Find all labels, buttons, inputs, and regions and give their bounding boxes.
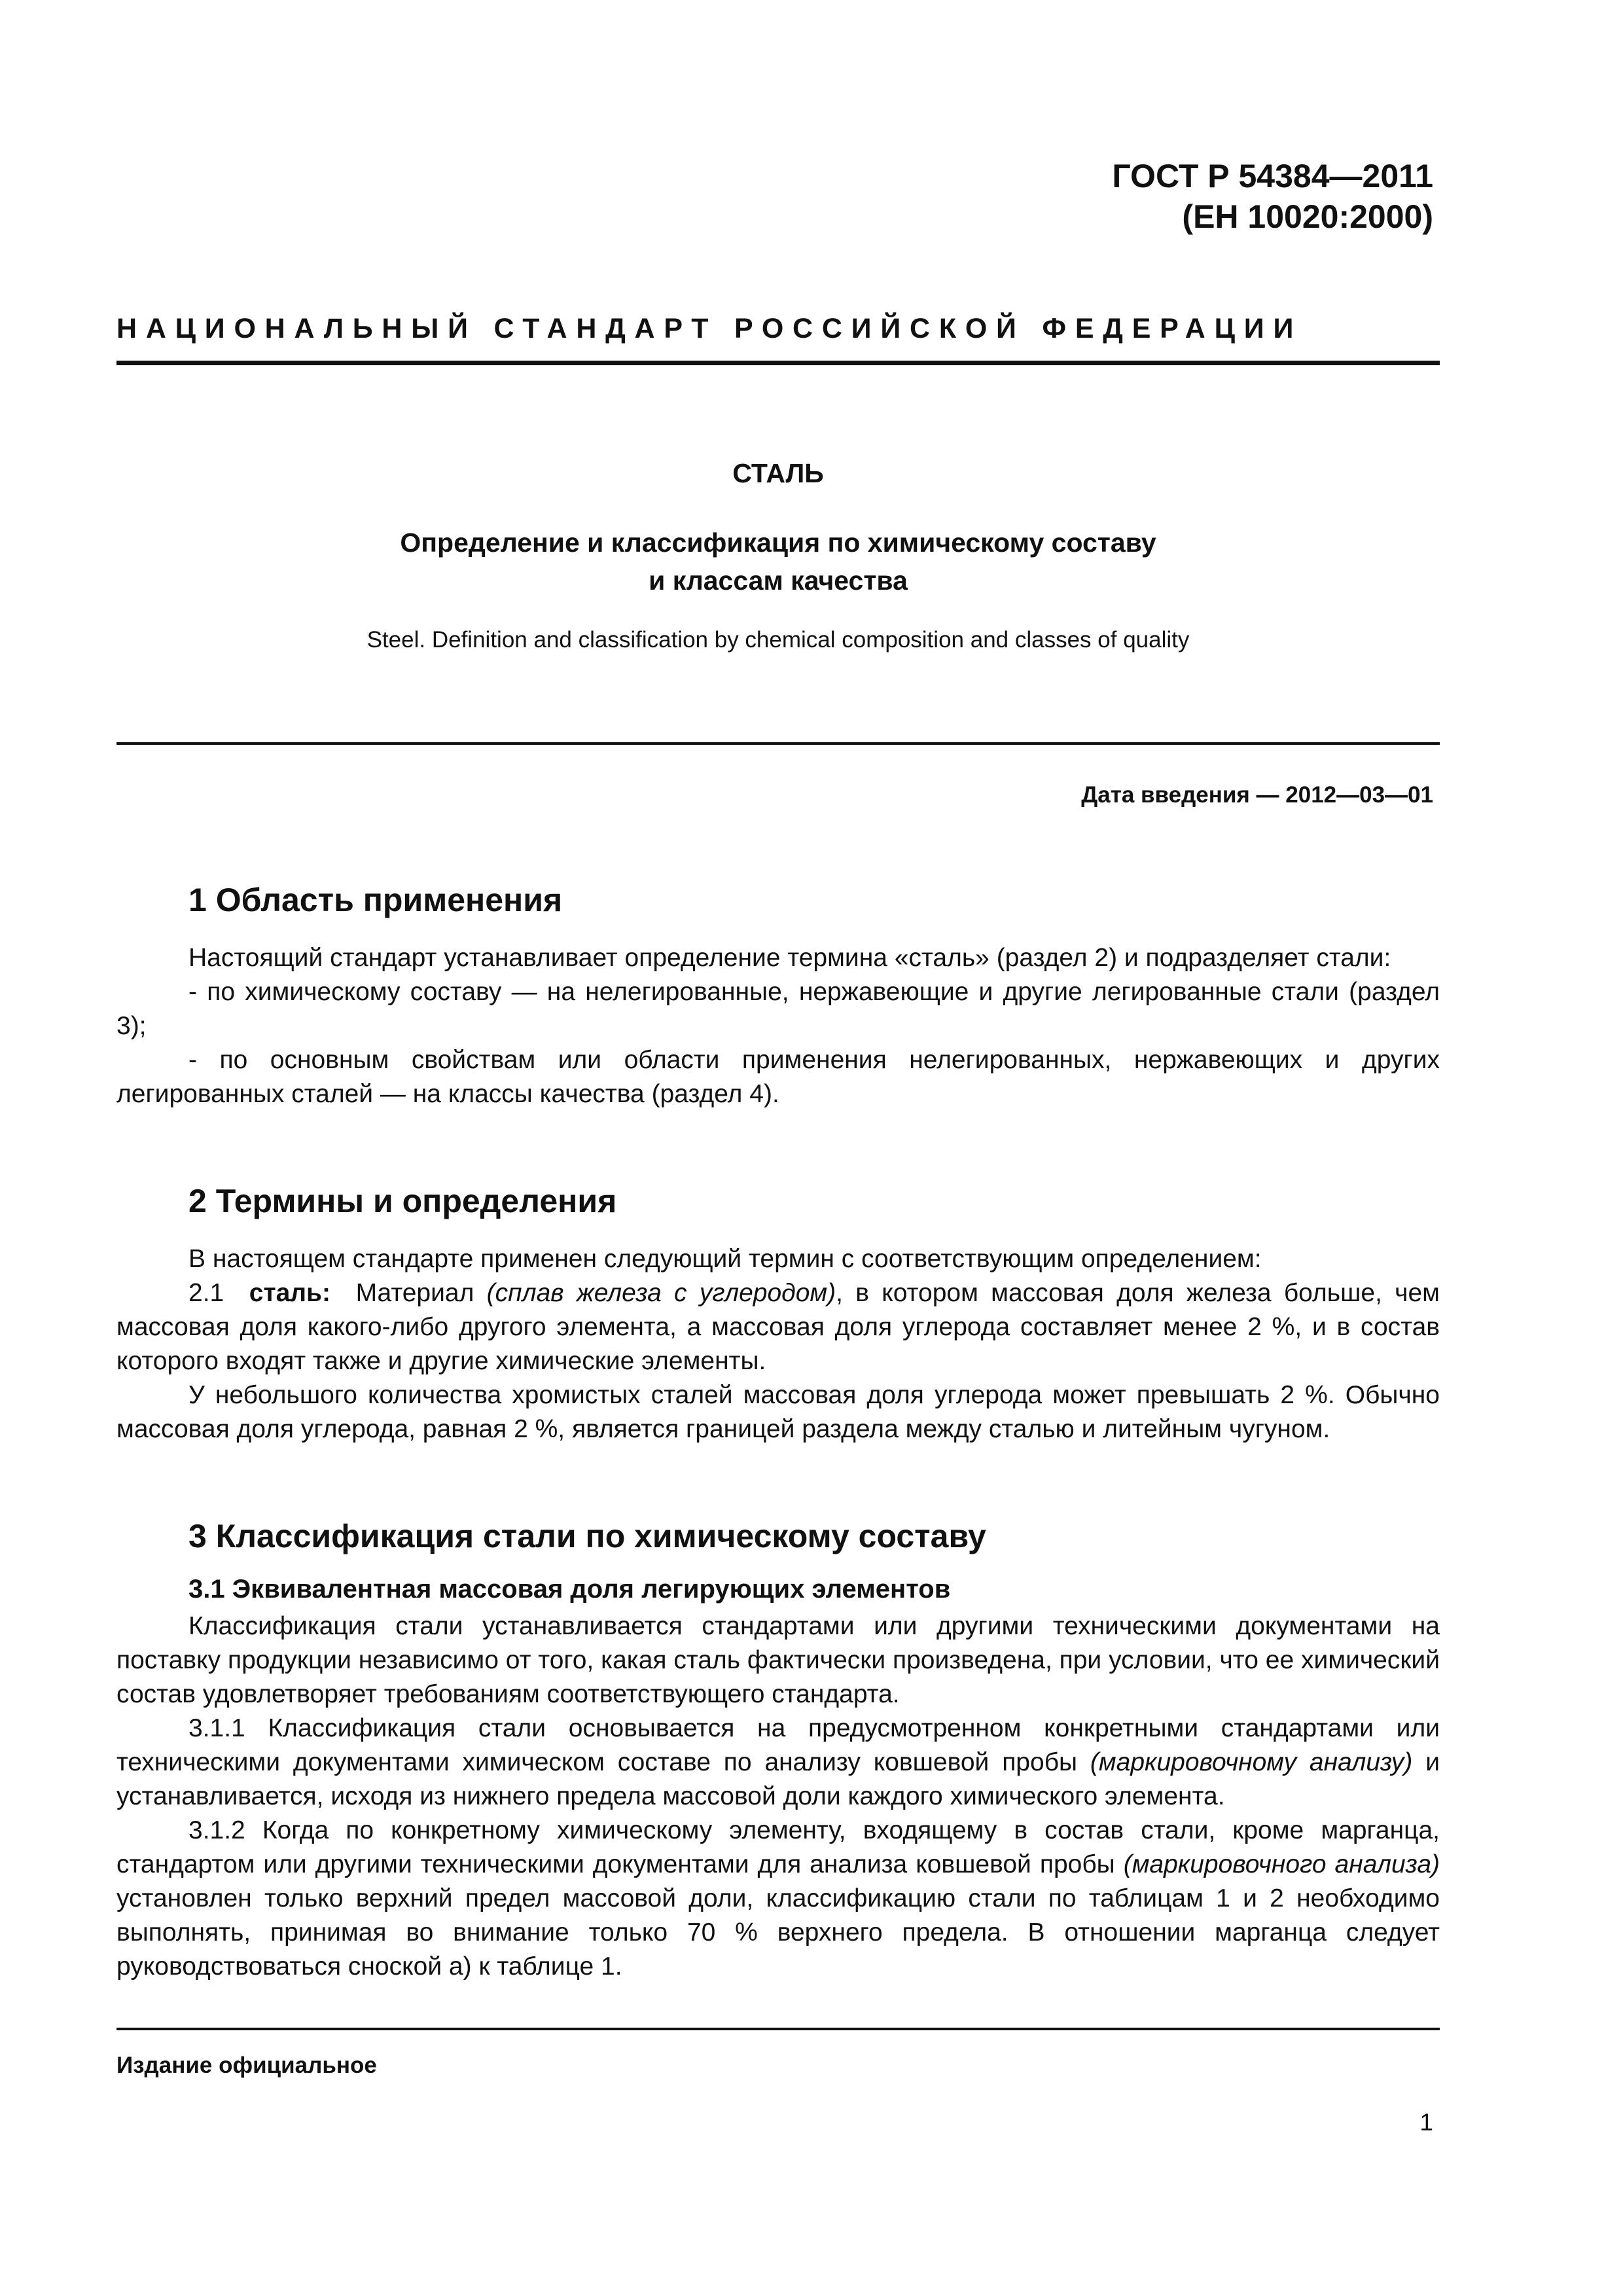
section-1-item-chemical: - по химическому составу — на нелегированные, нержавеющие и другие легированные стали (раздел 3); bbox=[116, 978, 1440, 1040]
introduction-date: Дата введения — 2012—03—01 bbox=[1081, 782, 1433, 808]
clause-3-1-2-start: 3.1.2 Когда по конкретному химическому элементу, входящему в состав стали, кроме марганца, стандартом или другими техническими документами для анализа ковшевой пробы bbox=[116, 1816, 1440, 1878]
subtitle-line2: и классам качества bbox=[649, 565, 908, 596]
definition-text-start: Материал bbox=[355, 1279, 474, 1307]
clause-3-1-2 bbox=[116, 1814, 1440, 1984]
clause-3-1-2-italic: (маркировочного анализа) bbox=[1123, 1850, 1440, 1878]
subtitle-line1: Определение и классификация по химическому составу bbox=[400, 528, 1156, 558]
section-2-intro: В настоящем стандарте применен следующий термин с соответствующим определением: bbox=[188, 1245, 1262, 1273]
section-2-heading: 2 Термины и определения bbox=[188, 1183, 617, 1219]
page-number: 1 bbox=[1419, 2109, 1433, 2136]
definition-text-end: , в котором массовая доля железа больше, чем массовая доля какого-либо другого элемента, а массовая доля углерода составляет менее 2 %, и в состав которого входят также и другие химические элементы. bbox=[116, 1279, 1440, 1375]
clause-3-1-2-end: установлен только верхний предел массовой доли, классификацию стали по таблицам 1 и 2 необходимо выполнять, принимая во внимание только 70 % верхнего предела. В отношении марганца следует руководствоваться сноской а) к таблице 1. bbox=[116, 1884, 1440, 1981]
section-3 bbox=[116, 1517, 1440, 1984]
section-1 bbox=[116, 881, 1440, 1111]
clause-3-1-1-italic: (маркировочному анализу) bbox=[1090, 1748, 1413, 1776]
official-edition-label: Издание официальное bbox=[116, 2053, 377, 2078]
section-2 bbox=[116, 1182, 1440, 1446]
title-rule bbox=[116, 742, 1440, 745]
header-rule bbox=[116, 361, 1440, 365]
clause-3-1-1-end: и устанавливается, исходя из нижнего предела массовой доли каждого химического элемента. bbox=[116, 1748, 1440, 1810]
clause-3-1-1-start: 3.1.1 Классификация стали основывается на предусмотренном конкретными стандартами или техническими документами химическом составе по анализу ковшевой пробы bbox=[116, 1714, 1440, 1776]
standard-code-line2: (ЕН 10020:2000) bbox=[1182, 198, 1433, 235]
section-1-paragraph: Настоящий стандарт устанавливает определение термина «сталь» (раздел 2) и подразделяет стали: bbox=[188, 944, 1391, 972]
footer-rule bbox=[116, 2028, 1440, 2030]
subsection-3-1-paragraph: Классификация стали устанавливается стандартами или другими техническими документами на поставку продукции независимо от того, какая сталь фактически произведена, при условии, что ее химический состав удовлетворяет требованиям соответствующего стандарта. bbox=[116, 1612, 1440, 1708]
national-standard-banner: НАЦИОНАЛЬНЫЙ СТАНДАРТ РОССИЙСКОЙ ФЕДЕРАЦИИ bbox=[116, 313, 1303, 344]
document-title: СТАЛЬ bbox=[732, 458, 824, 488]
standard-code-line1: ГОСТ Р 54384—2011 bbox=[1112, 158, 1433, 194]
document-subtitle bbox=[116, 524, 1440, 600]
section-2-note: У небольшого количества хромистых сталей массовая доля углерода может превышать 2 %. Обычно массовая доля углерода, равная 2 %, является границей раздела между сталью и литейным чугуном. bbox=[116, 1381, 1440, 1443]
section-1-item-quality: - по основным свойствам или области применения нелегированных, нержавеющих и других легированных сталей — на классы качества (раздел 4). bbox=[116, 1046, 1440, 1108]
clause-3-1-1 bbox=[116, 1712, 1440, 1814]
definition-term: сталь: bbox=[249, 1279, 330, 1307]
definition-steel bbox=[116, 1276, 1440, 1378]
definition-number: 2.1 bbox=[188, 1279, 224, 1307]
definition-italic: (сплав железа с углеродом) bbox=[486, 1279, 836, 1307]
standard-code bbox=[1112, 156, 1433, 237]
section-3-heading: 3 Классификация стали по химическому составу bbox=[188, 1518, 986, 1554]
section-1-heading: 1 Область применения bbox=[188, 882, 563, 918]
english-title: Steel. Definition and classification by chemical composition and classes of quality bbox=[366, 627, 1190, 653]
subsection-3-1-heading: 3.1 Эквивалентная массовая доля легирующих элементов bbox=[188, 1575, 951, 1604]
